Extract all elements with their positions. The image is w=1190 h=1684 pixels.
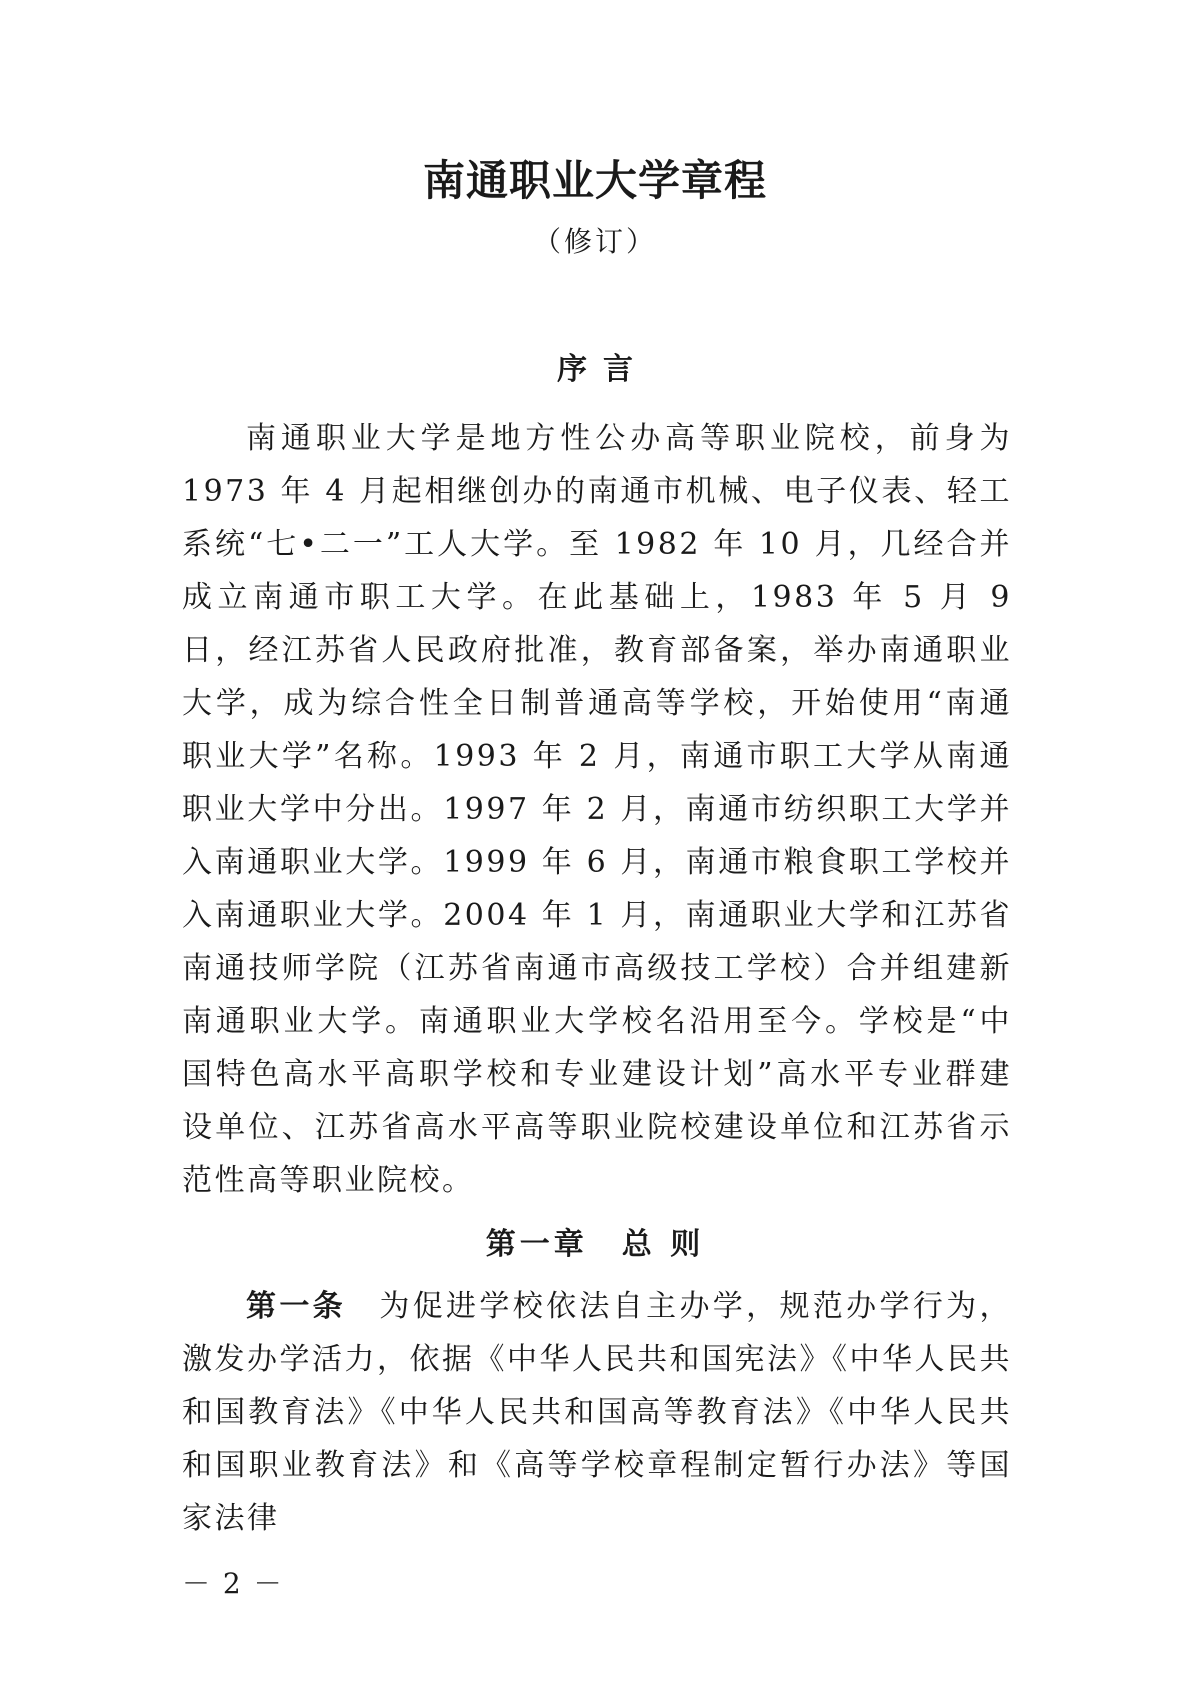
article-label: 第一条 <box>246 1289 347 1324</box>
preface-paragraph: 南通职业大学是地方性公办高等职业院校，前身为 1973 年 4 月起相继创办的南通市机械、电子仪表、轻工系统“七•二一”工人大学。至 1982 年 10 月，几经合并成立南通市职工大学。在此基础上，1983 年 5 月 9 日，经江苏省人民政府批准，教育部备案，举办南通职业大学，成为综合性全日制普通高等学校，开始使用“南通职业大学”名称。1993 年 2 月，南通市职工大学从南通职业大学中分出。1997 年 2 月，南通市纺织职工大学并入南通职业大学。1999 年 6 月，南通市粮食职工学校并入南通职业大学。2004 年 1 月，南通职业大学和江苏省南通技师学院（江苏省南通市高级技工学校）合并组建新南通职业大学。南通职业大学校名沿用至今。学校是“中国特色高水平高职学校和专业建设计划”高水平专业群建设单位、江苏省高水平高等职业院校建设单位和江苏省示范性高等职业院校。 <box>182 421 1012 1198</box>
document-subtitle: （修订） <box>532 225 657 258</box>
article-text: 为促进学校依法自主办学，规范办学行为，激发办学活力，依据《中华人民共和国宪法》《中华人民共和国教育法》《中华人民共和国高等教育法》《中华人民共和国职业教育法》和《高等学校章程制定暂行办法》等国家法律 <box>182 1289 1013 1536</box>
document-title: 南通职业大学章程 <box>422 156 767 205</box>
article-paragraph <box>182 1280 1012 1545</box>
preface-heading: 序言 <box>557 352 649 387</box>
chapter-heading: 第一章 总 则 <box>485 1227 705 1262</box>
page-number: － 2 － <box>182 1567 284 1600</box>
